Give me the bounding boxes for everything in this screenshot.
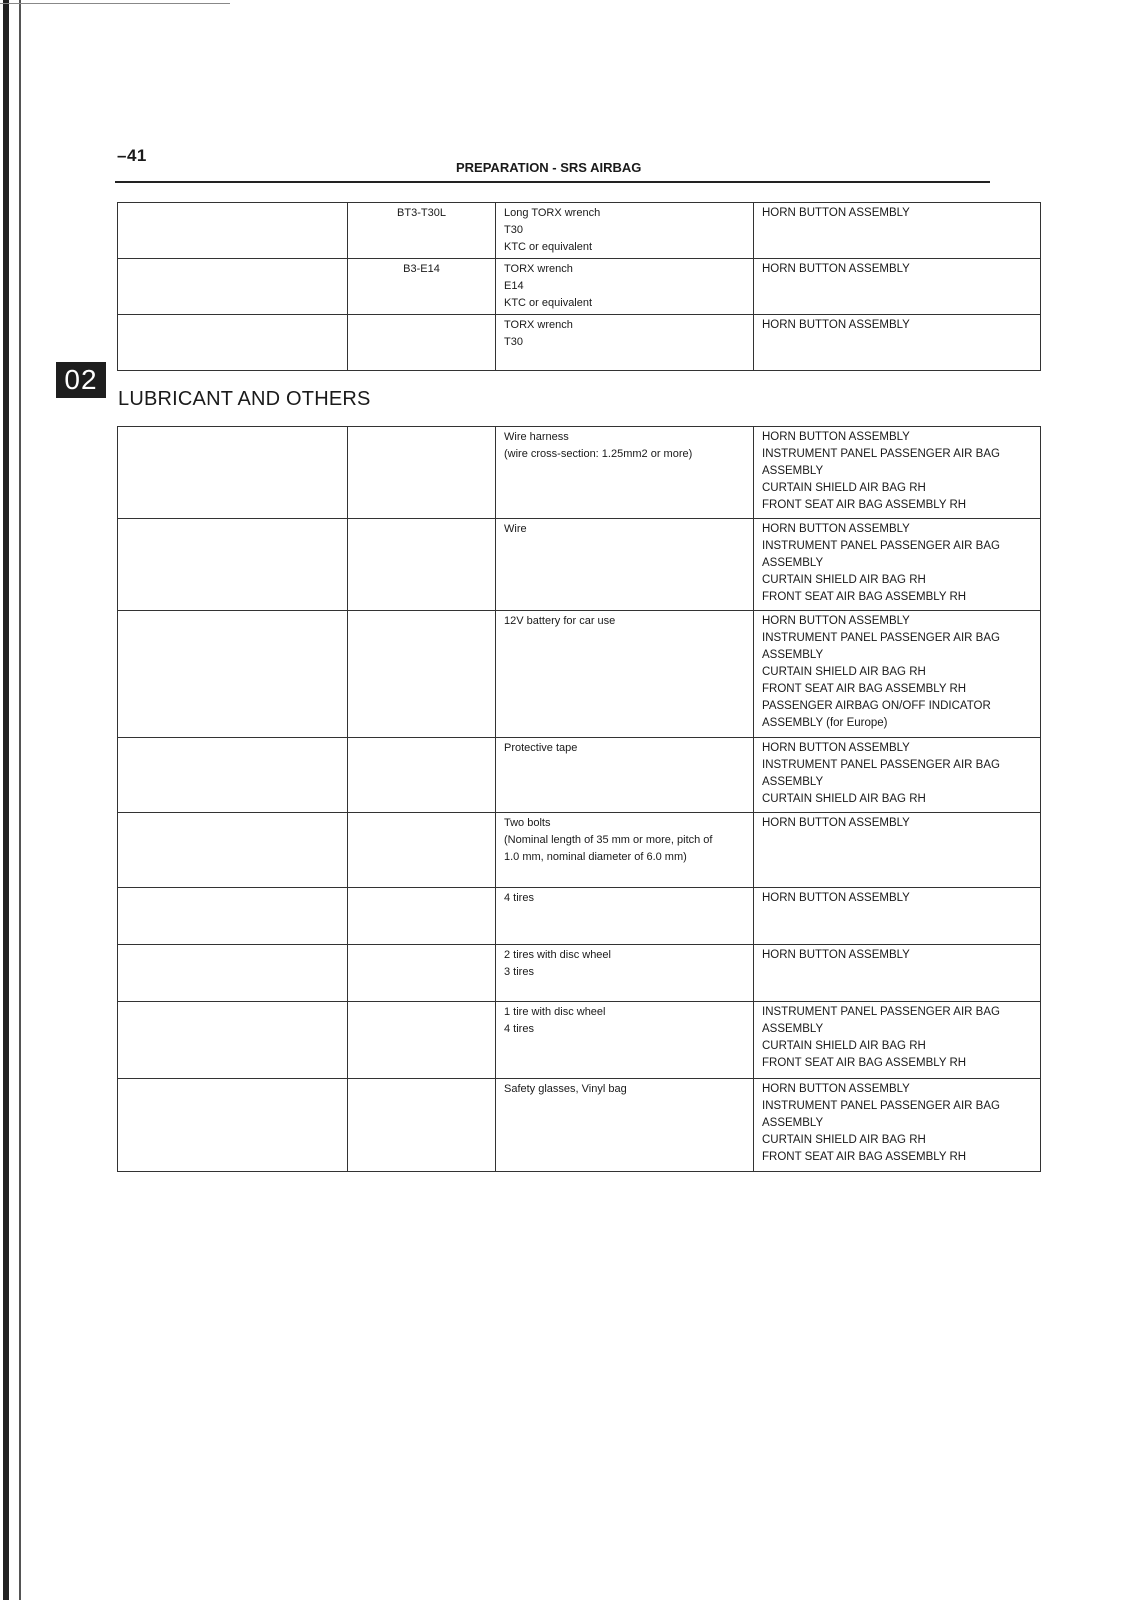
tool-name bbox=[496, 203, 754, 259]
usage-line: ASSEMBLY bbox=[762, 1023, 824, 1035]
item-name bbox=[496, 945, 754, 1002]
usage-line: INSTRUMENT PANEL PASSENGER AIR BAG bbox=[762, 448, 1000, 460]
part-number: B3-E14 bbox=[348, 259, 496, 315]
tool-name-line: Long TORX wrench bbox=[504, 207, 601, 219]
tool-name bbox=[496, 315, 754, 371]
usage-line: HORN BUTTON ASSEMBLY bbox=[762, 615, 910, 627]
header-rule bbox=[115, 181, 990, 183]
item-name-line: Two bolts bbox=[504, 817, 551, 829]
part-number bbox=[348, 813, 496, 888]
item-name-line: 3 tires bbox=[504, 966, 534, 978]
table-row bbox=[118, 888, 1041, 945]
part-number bbox=[348, 611, 496, 738]
tool-usage bbox=[754, 259, 1041, 315]
item-name bbox=[496, 519, 754, 611]
item-name-line: 2 tires with disc wheel bbox=[504, 949, 611, 961]
tool-usage bbox=[754, 315, 1041, 371]
item-name bbox=[496, 611, 754, 738]
table-row bbox=[118, 813, 1041, 888]
usage-line: HORN BUTTON ASSEMBLY bbox=[762, 949, 910, 961]
usage-line: CURTAIN SHIELD AIR BAG RH bbox=[762, 1134, 926, 1146]
usage-line: CURTAIN SHIELD AIR BAG RH bbox=[762, 482, 926, 494]
item-name bbox=[496, 427, 754, 519]
usage-line: HORN BUTTON ASSEMBLY bbox=[762, 431, 910, 443]
item-name-line: Protective tape bbox=[504, 742, 578, 754]
item-usage bbox=[754, 1002, 1041, 1079]
part-number bbox=[348, 315, 496, 371]
usage-line: INSTRUMENT PANEL PASSENGER AIR BAG bbox=[762, 759, 1000, 771]
item-name-line: 12V battery for car use bbox=[504, 615, 616, 627]
usage-line: ASSEMBLY bbox=[762, 649, 824, 661]
part-number bbox=[348, 427, 496, 519]
tool-name-line: KTC or equivalent bbox=[504, 241, 593, 253]
illustration-cell bbox=[118, 203, 348, 259]
part-number bbox=[348, 1002, 496, 1079]
binding-edge bbox=[3, 0, 9, 1600]
tool-name-line: T30 bbox=[504, 224, 523, 236]
usage-line: FRONT SEAT AIR BAG ASSEMBLY RH bbox=[762, 499, 967, 511]
table-row bbox=[118, 611, 1041, 738]
illustration-cell bbox=[118, 315, 348, 371]
usage-line: HORN BUTTON ASSEMBLY bbox=[762, 263, 910, 275]
item-usage bbox=[754, 611, 1041, 738]
usage-line: HORN BUTTON ASSEMBLY bbox=[762, 207, 910, 219]
item-usage bbox=[754, 738, 1041, 813]
table-row bbox=[118, 1079, 1041, 1172]
illustration-cell bbox=[118, 1079, 348, 1172]
usage-line: ASSEMBLY bbox=[762, 1117, 824, 1129]
usage-line: CURTAIN SHIELD AIR BAG RH bbox=[762, 1040, 926, 1052]
table-row bbox=[118, 315, 1041, 371]
usage-line: HORN BUTTON ASSEMBLY bbox=[762, 1083, 910, 1095]
binding-edge-line bbox=[19, 0, 21, 1600]
item-name bbox=[496, 1079, 754, 1172]
section-heading: LUBRICANT AND OTHERS bbox=[118, 388, 371, 410]
item-name-line: 1.0 mm, nominal diameter of 6.0 mm) bbox=[504, 851, 687, 863]
tool-name-line: TORX wrench bbox=[504, 319, 573, 331]
usage-line: CURTAIN SHIELD AIR BAG RH bbox=[762, 574, 926, 586]
table-row bbox=[118, 203, 1041, 259]
usage-line: ASSEMBLY (for Europe) bbox=[762, 717, 888, 729]
others-table bbox=[117, 426, 1041, 1172]
usage-line: ASSEMBLY bbox=[762, 465, 824, 477]
tool-name bbox=[496, 259, 754, 315]
scan-top-edge bbox=[0, 3, 230, 4]
item-name bbox=[496, 888, 754, 945]
part-number bbox=[348, 945, 496, 1002]
usage-line: FRONT SEAT AIR BAG ASSEMBLY RH bbox=[762, 1151, 967, 1163]
part-number bbox=[348, 1079, 496, 1172]
item-name-line: 4 tires bbox=[504, 892, 534, 904]
table-row bbox=[118, 1002, 1041, 1079]
part-number bbox=[348, 519, 496, 611]
item-name-line: Wire bbox=[504, 523, 527, 535]
tools-table bbox=[117, 202, 1041, 371]
page-number: –41 bbox=[117, 146, 147, 165]
item-name-line: 4 tires bbox=[504, 1023, 534, 1035]
tool-name-line: KTC or equivalent bbox=[504, 297, 593, 309]
item-usage bbox=[754, 888, 1041, 945]
table-row bbox=[118, 259, 1041, 315]
usage-line: CURTAIN SHIELD AIR BAG RH bbox=[762, 793, 926, 805]
table-row bbox=[118, 945, 1041, 1002]
illustration-cell bbox=[118, 519, 348, 611]
item-usage bbox=[754, 427, 1041, 519]
item-name-line: Safety glasses, Vinyl bag bbox=[504, 1083, 627, 1095]
illustration-cell bbox=[118, 738, 348, 813]
illustration-cell bbox=[118, 259, 348, 315]
item-name bbox=[496, 1002, 754, 1079]
usage-line: CURTAIN SHIELD AIR BAG RH bbox=[762, 666, 926, 678]
usage-line: INSTRUMENT PANEL PASSENGER AIR BAG bbox=[762, 632, 1000, 644]
usage-line: INSTRUMENT PANEL PASSENGER AIR BAG bbox=[762, 540, 1000, 552]
item-usage bbox=[754, 519, 1041, 611]
illustration-cell bbox=[118, 427, 348, 519]
usage-line: ASSEMBLY bbox=[762, 776, 824, 788]
usage-line: FRONT SEAT AIR BAG ASSEMBLY RH bbox=[762, 683, 967, 695]
illustration-cell bbox=[118, 945, 348, 1002]
usage-line: HORN BUTTON ASSEMBLY bbox=[762, 319, 910, 331]
usage-line: ASSEMBLY bbox=[762, 557, 824, 569]
part-number: BT3-T30L bbox=[348, 203, 496, 259]
usage-line: FRONT SEAT AIR BAG ASSEMBLY RH bbox=[762, 591, 967, 603]
table-row bbox=[118, 427, 1041, 519]
tool-usage bbox=[754, 203, 1041, 259]
table-row bbox=[118, 519, 1041, 611]
usage-line: HORN BUTTON ASSEMBLY bbox=[762, 523, 910, 535]
usage-line: INSTRUMENT PANEL PASSENGER AIR BAG bbox=[762, 1006, 1000, 1018]
item-name bbox=[496, 738, 754, 813]
illustration-cell bbox=[118, 813, 348, 888]
part-number bbox=[348, 888, 496, 945]
illustration-cell bbox=[118, 1002, 348, 1079]
item-usage bbox=[754, 945, 1041, 1002]
usage-line: HORN BUTTON ASSEMBLY bbox=[762, 742, 910, 754]
item-name bbox=[496, 813, 754, 888]
page-title: PREPARATION - SRS AIRBAG bbox=[456, 160, 642, 175]
item-name-line: (wire cross-section: 1.25mm2 or more) bbox=[504, 448, 693, 460]
tool-name-line: TORX wrench bbox=[504, 263, 573, 275]
table-row bbox=[118, 738, 1041, 813]
section-tab: 02 bbox=[56, 362, 106, 398]
item-usage bbox=[754, 1079, 1041, 1172]
usage-line: FRONT SEAT AIR BAG ASSEMBLY RH bbox=[762, 1057, 967, 1069]
usage-line: HORN BUTTON ASSEMBLY bbox=[762, 892, 910, 904]
item-usage bbox=[754, 813, 1041, 888]
item-name-line: (Nominal length of 35 mm or more, pitch of bbox=[504, 834, 713, 846]
item-name-line: Wire harness bbox=[504, 431, 569, 443]
part-number bbox=[348, 738, 496, 813]
usage-line: PASSENGER AIRBAG ON/OFF INDICATOR bbox=[762, 700, 991, 712]
illustration-cell bbox=[118, 611, 348, 738]
item-name-line: 1 tire with disc wheel bbox=[504, 1006, 606, 1018]
usage-line: HORN BUTTON ASSEMBLY bbox=[762, 817, 910, 829]
illustration-cell bbox=[118, 888, 348, 945]
tool-name-line: E14 bbox=[504, 280, 524, 292]
tool-name-line: T30 bbox=[504, 336, 523, 348]
usage-line: INSTRUMENT PANEL PASSENGER AIR BAG bbox=[762, 1100, 1000, 1112]
